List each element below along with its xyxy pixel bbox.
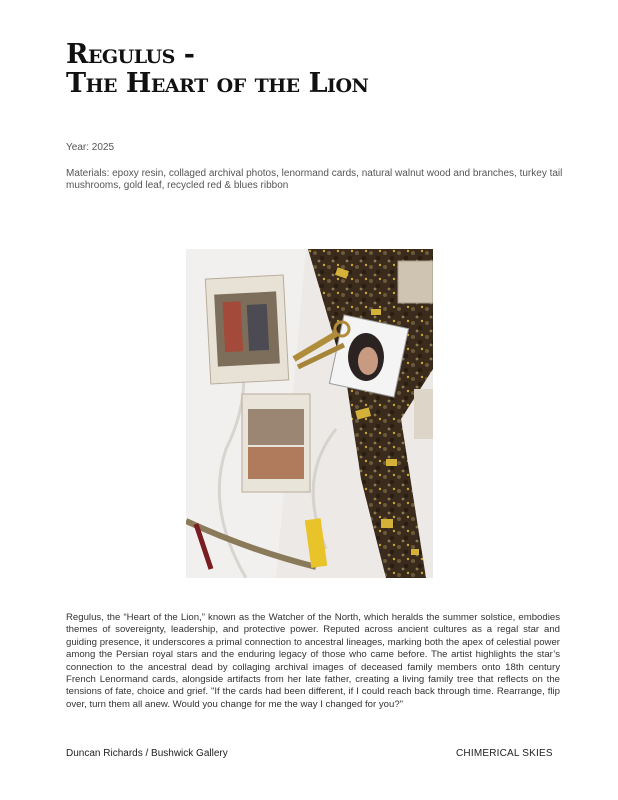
year-text: Year: 2025 (66, 142, 115, 153)
artist-gallery-credit: Duncan Richards / Bushwick Gallery (66, 748, 228, 759)
artwork-description: Regulus, the “Heart of the Lion,” known as the Watcher of the North, which heralds the summer solstice, embodies themes of sovereignty, leadership, and protective power. Reputed across ancient cultures as a regal star and guiding presence, it underscores a primal connection to ancestral lineages, marking both the apex of celestial power among the Persian royal stars and the enduring legacy of those who came before. The artist highlights the star’s connection to the ancestral dead by collaging archival images of deceased family members onto 18th century French Lenormand cards, alongside artifacts from her late father, creating a living family tree that reflects on the tensions of fate, choice and grief. "If the cards had been different, if I could reach back through time. Rearrange, flip over, turn them all anew. Would you change for me the way I changed for you?" (66, 612, 560, 710)
materials-text: Materials: epoxy resin, collaged archival photos, lenormand cards, natural walnut wood and branches, turkey tail mushrooms, gold leaf, recycled red & blues ribbon (66, 168, 563, 191)
artwork-title (66, 40, 368, 98)
title-line-1: Regulus - (66, 39, 195, 70)
exhibition-name: CHIMERICAL SKIES (456, 748, 553, 759)
title-line-2: The Heart of the Lion (66, 68, 369, 99)
artwork-photo (186, 249, 433, 578)
